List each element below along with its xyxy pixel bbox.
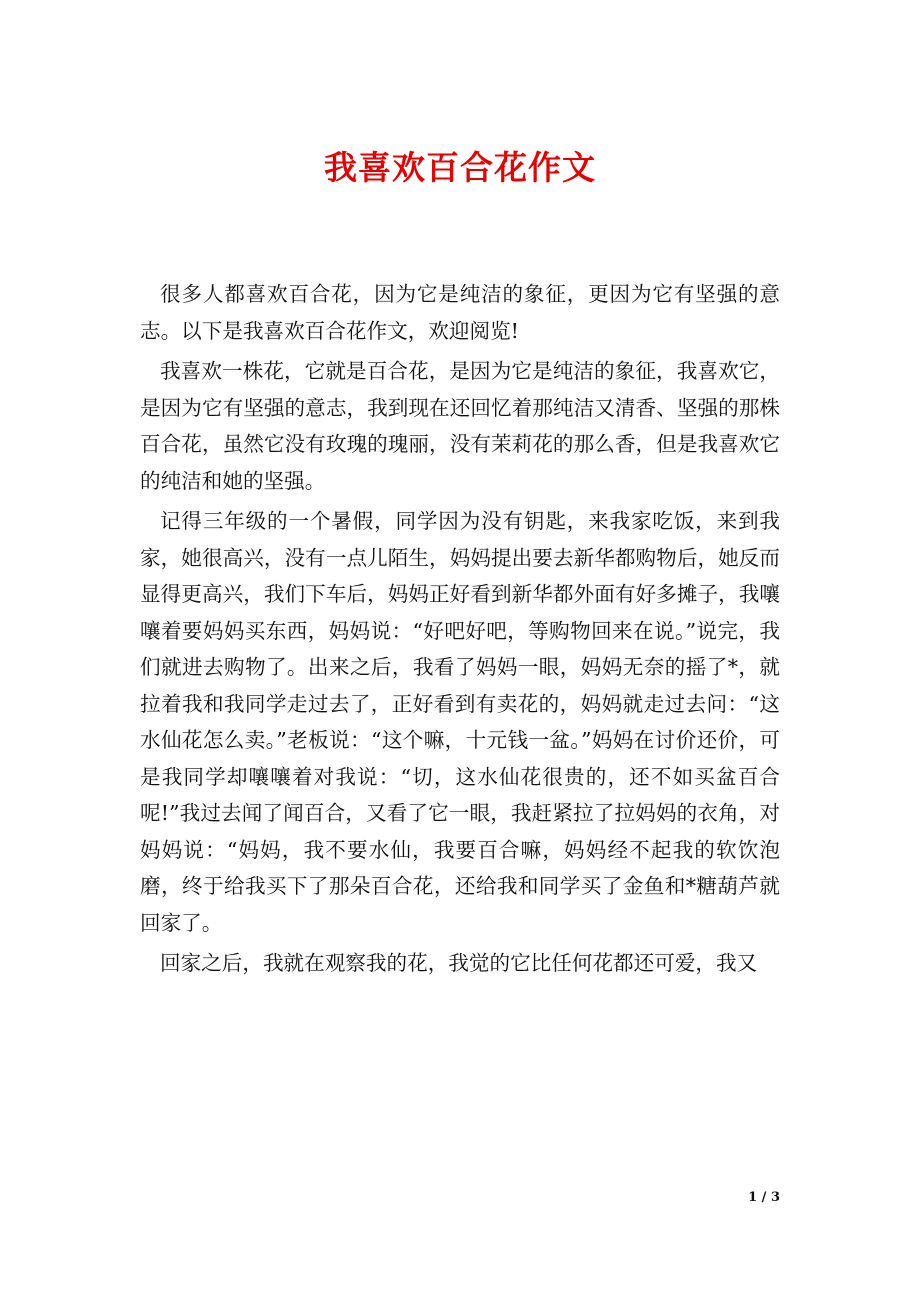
- page-number: 1 / 3: [748, 1190, 780, 1205]
- document-title: 我喜欢百合花作文: [324, 148, 596, 187]
- paragraph-intro: 很多人都喜欢百合花，因为它是纯洁的象征，更因为它有坚强的意志。以下是我喜欢百合花作文，欢迎阅览!: [140, 282, 780, 343]
- paragraph-4: 回家之后，我就在观察我的花，我觉的它比任何花都还可爱，我又: [160, 951, 758, 975]
- paragraph-2: 我喜欢一株花，它就是百合花，是因为它是纯洁的象征，我喜欢它，是因为它有坚强的意志，我到现在还回忆着那纯洁又清香、坚强的那株百合花，虽然它没有玫瑰的瑰丽，没有茉莉花的那么香，但是我喜欢它的纯洁和她的坚强。: [140, 359, 780, 493]
- document-body: [140, 276, 780, 986]
- paragraph-3: 记得三年级的一个暑假，同学因为没有钥匙，来我家吃饭，来到我家，她很高兴，没有一点儿陌生，妈妈提出要去新华都购物后，她反而显得更高兴，我们下车后，妈妈正好看到新华都外面有好多摊子，我嚷嚷着要妈妈买东西，妈妈说：“好吧好吧，等购物回来在说。”说完，我们就进去购物了。出来之后，我看了妈妈一眼，妈妈无奈的摇了*，就拉着我和我同学走过去了，正好看到有卖花的，妈妈就走过去问：“这水仙花怎么卖。”老板说：“这个嘛，十元钱一盆。”妈妈在讨价还价，可是我同学却嚷嚷着对我说：“切，这水仙花很贵的，还不如买盆百合呢!”我过去闻了闻百合，又看了它一眼，我赶紧拉了拉妈妈的衣角，对妈妈说：“妈妈，我不要水仙，我要百合嘛，妈妈经不起我的软饮泡磨，终于给我买下了那朵百合花，还给我和同学买了金鱼和*糖葫芦就回家了。: [140, 509, 780, 935]
